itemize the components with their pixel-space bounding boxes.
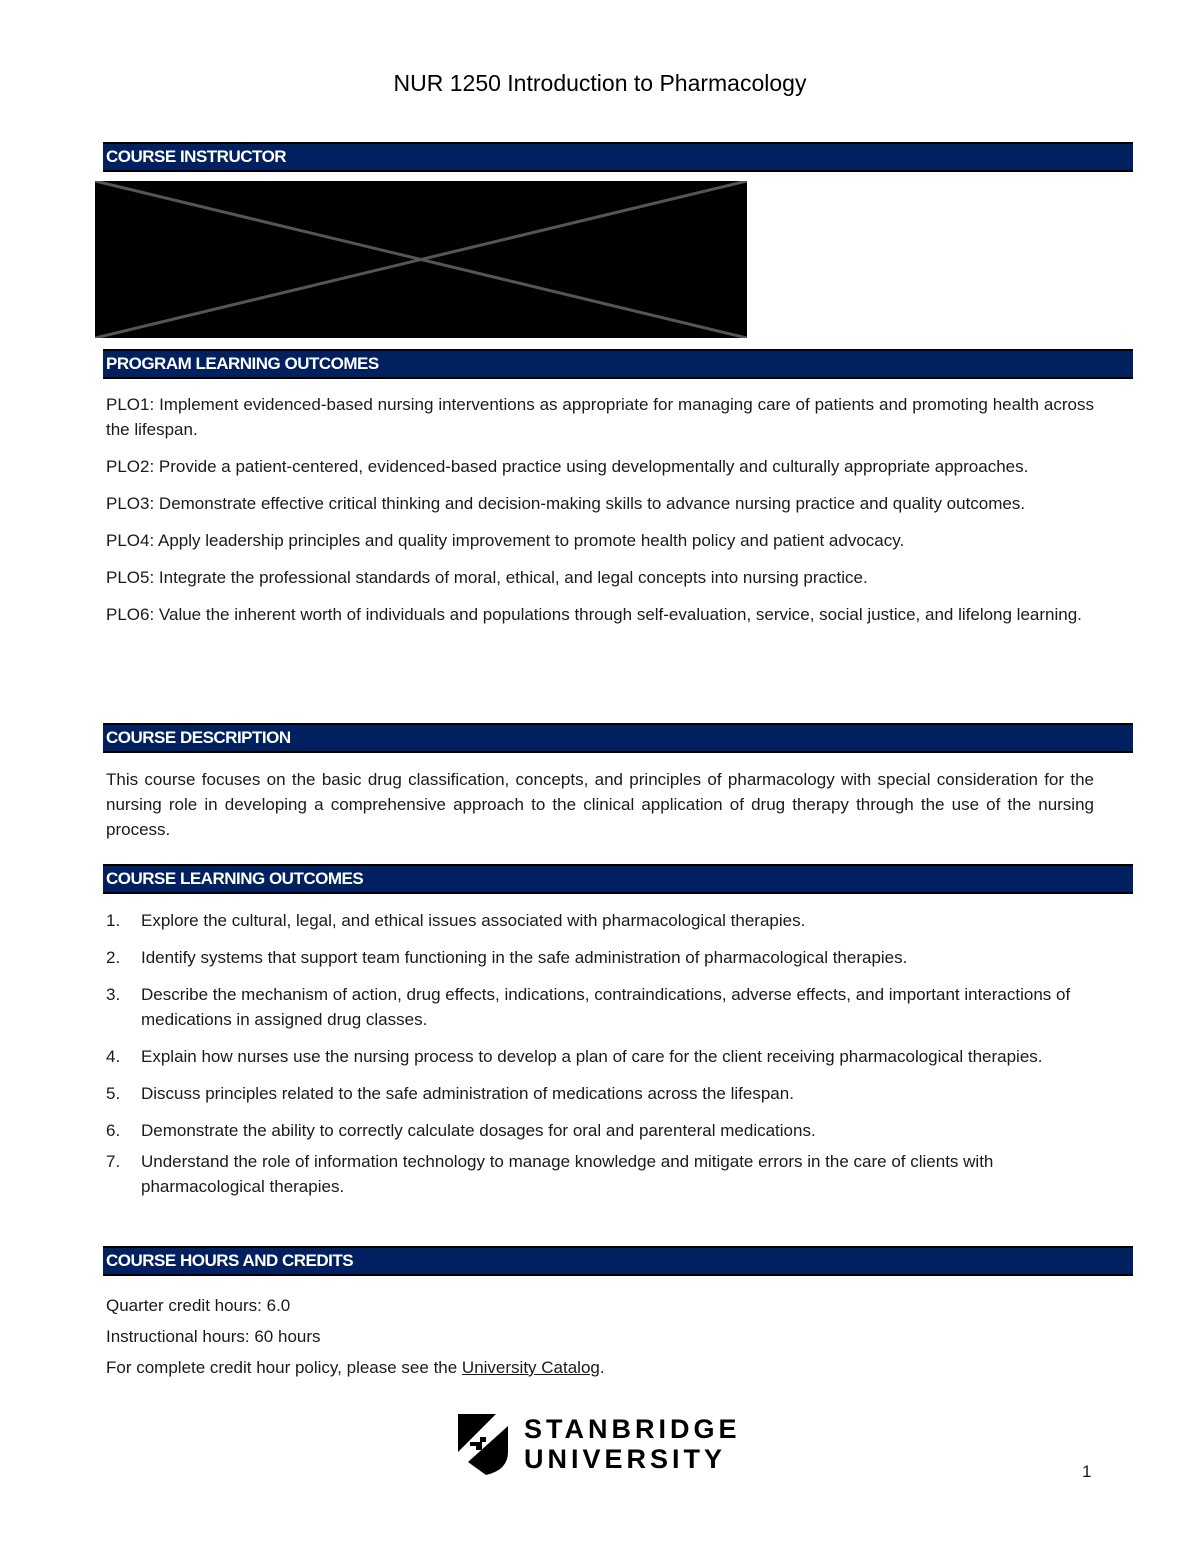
section-header-clo: COURSE LEARNING OUTCOMES (103, 864, 1133, 894)
item-number: 5. (106, 1084, 121, 1103)
plo-item: PLO1: Implement evidenced-based nursing interventions as appropriate for managing care of patients and promoting health across the lifespan. (106, 395, 1094, 439)
section-header-plo: PROGRAM LEARNING OUTCOMES (103, 349, 1133, 379)
list-item (106, 945, 1094, 970)
clo-list (106, 908, 1094, 1211)
broken-image-x-icon (95, 181, 747, 338)
course-description: This course focuses on the basic drug classification, concepts, and principles of pharmacology with special consideration for the nursing role in developing a comprehensive approach to the clinical application of drug therapy through the use of the nursing process. (106, 770, 1094, 839)
plo-item: PLO3: Demonstrate effective critical thinking and decision-making skills to advance nursing practice and quality outcomes. (106, 494, 1026, 513)
plo-list (106, 392, 1094, 639)
logo-wordmark (524, 1414, 741, 1474)
page-number: 1 (1082, 1462, 1092, 1481)
shield-logo-icon (456, 1412, 510, 1476)
list-item (106, 982, 1094, 1032)
redacted-image-placeholder (95, 181, 747, 338)
section-header-description: COURSE DESCRIPTION (103, 723, 1133, 753)
plo-item: PLO4: Apply leadership principles and quality improvement to promote health policy and patient advocacy. (106, 531, 905, 550)
plo-item: PLO2: Provide a patient-centered, evidenced-based practice using developmentally and culturally appropriate approaches. (106, 457, 1029, 476)
item-text: Demonstrate the ability to correctly calculate dosages for oral and parenteral medications. (141, 1121, 816, 1140)
list-item (106, 908, 1094, 933)
list-item (106, 1044, 1094, 1069)
item-number: 3. (106, 985, 121, 1004)
section-header-instructor: COURSE INSTRUCTOR (103, 142, 1133, 172)
item-text: Explain how nurses use the nursing process to develop a plan of care for the client receiving pharmacological therapies. (141, 1047, 1043, 1066)
plo-item: PLO5: Integrate the professional standards of moral, ethical, and legal concepts into nursing practice. (106, 568, 868, 587)
item-text: Understand the role of information technology to manage knowledge and mitigate errors in the care of clients with pharmacological therapies. (141, 1152, 994, 1196)
list-item (106, 1118, 1094, 1143)
credit-hours: Quarter credit hours: 6.0 (106, 1296, 291, 1315)
hours-credits (106, 1290, 1094, 1383)
item-number: 1. (106, 911, 121, 930)
page-title: NUR 1250 Introduction to Pharmacology (393, 70, 807, 96)
policy-text: For complete credit hour policy, please see the (106, 1358, 462, 1377)
item-text: Identify systems that support team functioning in the safe administration of pharmacological therapies. (141, 948, 908, 967)
plo-item: PLO6: Value the inherent worth of individuals and populations through self-evaluation, service, social justice, and lifelong learning. (106, 605, 1082, 624)
list-item (106, 1149, 1094, 1199)
university-catalog-link[interactable]: University Catalog (461, 1358, 600, 1377)
policy-suffix: . (599, 1358, 605, 1377)
credit-policy (106, 1352, 1094, 1383)
item-text: Explore the cultural, legal, and ethical issues associated with pharmacological therapies. (141, 911, 806, 930)
list-item (106, 1081, 1094, 1106)
item-number: 7. (106, 1152, 121, 1171)
instructional-hours: Instructional hours: 60 hours (106, 1327, 321, 1346)
section-header-hours: COURSE HOURS AND CREDITS (103, 1246, 1133, 1276)
item-text: Describe the mechanism of action, drug effects, indications, contraindications, adverse effects, and important interactions of medications in assigned drug classes. (141, 985, 1071, 1029)
item-number: 2. (106, 948, 121, 967)
item-number: 4. (106, 1047, 121, 1066)
item-number: 6. (106, 1121, 121, 1140)
logo-line2: UNIVERSITY (524, 1444, 727, 1474)
logo-line1: STANBRIDGE (524, 1414, 741, 1444)
stanbridge-logo (456, 1412, 741, 1476)
item-text: Discuss principles related to the safe administration of medications across the lifespan. (141, 1084, 794, 1103)
